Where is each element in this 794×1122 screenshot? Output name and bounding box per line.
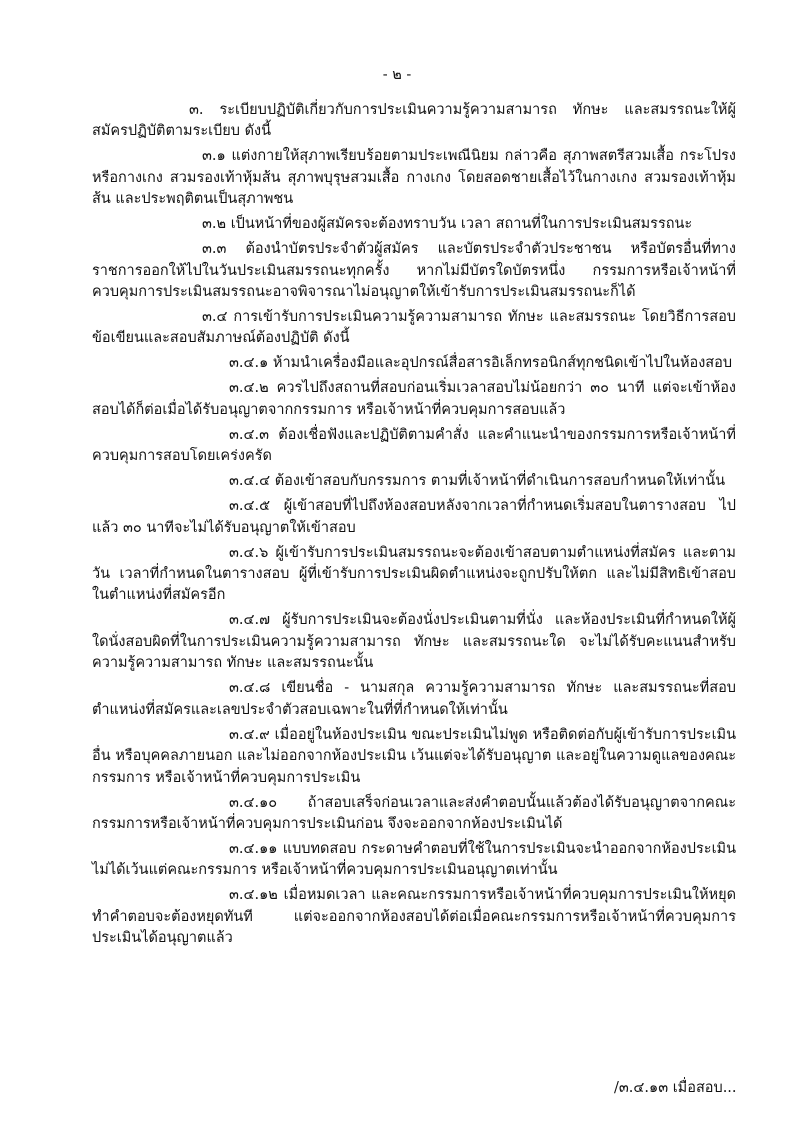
paragraph-3-4-8: ๓.๔.๘ เขียนชื่อ - นามสกุล ความรู้ความสามารถ ทักษะ และสมรรถนะที่สอบ ตำแหน่งที่สมัครและเลขประจำตัวสอบเฉพาะในที่ที่กำหนดให้เท่านั้น bbox=[92, 680, 736, 718]
paragraph-3-4-9: ๓.๔.๙ เมื่ออยู่ในห้องประเมิน ขณะประเมินไม่พูด หรือติดต่อกับผู้เข้ารับการประเมินอื่น หรือบุคคลภายนอก และไม่ออกจากห้องประเมิน เว้นแต่จะได้รับอนุญาต และอยู่ในความดูแลของคณะกรรมการ หรือเจ้าหน้าที่ควบคุมการประเมิน bbox=[92, 726, 736, 786]
paragraph-3-3: ๓.๓ ต้องนำบัตรประจำตัวผู้สมัคร และบัตรประจำตัวประชาชน หรือบัตรอื่นที่ทางราชการออกให้ไปในวันประเมินสมรรถนะทุกครั้ง หากไม่มีบัตรใดบัตรหนึ่ง กรรมการหรือเจ้าหน้าที่ควบคุมการประเมินสมรรถนะอาจพิจารณาไม่อนุญาตให้เข้ารับการประเมินสมรรถนะก็ได้ bbox=[92, 241, 736, 301]
paragraph-3-4: ๓.๔ การเข้ารับการประเมินความรู้ความสามารถ ทักษะ และสมรรถนะ โดยวิธีการสอบข้อเขียนและสอบสัมภาษณ์ต้องปฏิบัติ ดังนี้ bbox=[92, 309, 736, 347]
paragraph-3-4-5: ๓.๔.๕ ผู้เข้าสอบที่ไปถึงห้องสอบหลังจากเวลาที่กำหนดเริ่มสอบในตารางสอบ ไปแล้ว ๓๐ นาทีจะไม่ได้รับอนุญาตให้เข้าสอบ bbox=[92, 498, 736, 536]
paragraph-3-4-4: ๓.๔.๔ ต้องเข้าสอบกับกรรมการ ตามที่เจ้าหน้าที่ดำเนินการสอบกำหนดให้เท่านั้น bbox=[229, 473, 726, 490]
paragraph-section-3: ๓. ระเบียบปฏิบัติเกี่ยวกับการประเมินความรู้ความสามารถ ทักษะ และสมรรถนะให้ผู้สมัครปฏิบัติตามระเบียบ ดังนี้ bbox=[92, 102, 736, 140]
paragraph-3-4-2: ๓.๔.๒ ควรไปถึงสถานที่สอบก่อนเริ่มเวลาสอบไม่น้อยกว่า ๓๐ นาที แต่จะเข้าห้องสอบได้ก็ต่อเมื่อได้รับอนุญาตจากกรรมการ หรือเจ้าหน้าที่ควบคุมการสอบแล้ว bbox=[92, 380, 736, 418]
paragraph-3-4-7: ๓.๔.๗ ผู้รับการประเมินจะต้องนั่งประเมินตามที่นั่ง และห้องประเมินที่กำหนดให้ผู้ใดนั่งสอบผิดที่ในการประเมินความรู้ความสามารถ ทักษะ และสมรรถนะใด จะไม่ได้รับคะแนนสำหรับความรู้ความสามารถ ทักษะ และสมรรถนะนั้น bbox=[92, 612, 736, 672]
paragraph-3-4-6: ๓.๔.๖ ผู้เข้ารับการประเมินสมรรถนะจะต้องเข้าสอบตามตำแหน่งที่สมัคร และตามวัน เวลาที่กำหนดในตารางสอบ ผู้ที่เข้ารับการประเมินผิดตำแหน่งจะถูกปรับให้ตก และไม่มีสิทธิเข้าสอบในตำแหน่งที่สมัครอีก bbox=[92, 544, 736, 604]
paragraph-3-4-12: ๓.๔.๑๒ เมื่อหมดเวลา และคณะกรรมการหรือเจ้าหน้าที่ควบคุมการประเมินให้หยุดทำคำตอบจะต้องหยุดทันที แต่จะออกจากห้องสอบได้ต่อเมื่อคณะกรรมการหรือเจ้าหน้าที่ควบคุมการประเมินได้อนุญาตแล้ว bbox=[92, 887, 736, 947]
paragraph-3-2: ๓.๒ เป็นหน้าที่ของผู้สมัครจะต้องทราบวัน เวลา สถานที่ในการประเมินสมรรถนะ bbox=[202, 216, 693, 233]
paragraph-3-4-10: ๓.๔.๑๐ ถ้าสอบเสร็จก่อนเวลาและส่งคำตอบนั้นแล้วต้องได้รับอนุญาตจากคณะกรรมการหรือเจ้าหน้าที่ควบคุมการประเมินก่อน จึงจะออกจากห้องประเมินได้ bbox=[92, 794, 736, 832]
document-body bbox=[92, 100, 736, 950]
paragraph-3-1: ๓.๑ แต่งกายให้สุภาพเรียบร้อยตามประเพณีนิยม กล่าวคือ สุภาพสตรีสวมเสื้อ กระโปรง หรือกางเกง สวมรองเท้าหุ้มส้น สุภาพบุรุษสวมเสื้อ กางเกง โดยสอดชายเสื้อไว้ในกางเกง สวมรองเท้าหุ้มส้น และประพฤติตนเป็นสุภาพชน bbox=[92, 148, 736, 208]
page-number: - ๒ - bbox=[382, 67, 412, 83]
paragraph-3-4-1: ๓.๔.๑ ห้ามนำเครื่องมือและอุปกรณ์สื่อสารอิเล็กทรอนิกส์ทุกชนิดเข้าไปในห้องสอบ bbox=[229, 355, 733, 372]
continuation-note: /๓.๔.๑๓ เมื่อสอบ... bbox=[614, 1080, 737, 1096]
paragraph-3-4-11: ๓.๔.๑๑ แบบทดสอบ กระดาษคำตอบที่ใช้ในการประเมินจะนำออกจากห้องประเมินไม่ได้เว้นแต่คณะกรรมการ หรือเจ้าหน้าที่ควบคุมการประเมินอนุญาตเท่านั้น bbox=[92, 840, 736, 879]
paragraph-3-4-3: ๓.๔.๓ ต้องเชื่อฟังและปฏิบัติตามคำสั่ง และคำแนะนำของกรรมการหรือเจ้าหน้าที่ควบคุมการสอบโดยเคร่งครัด bbox=[92, 426, 736, 465]
